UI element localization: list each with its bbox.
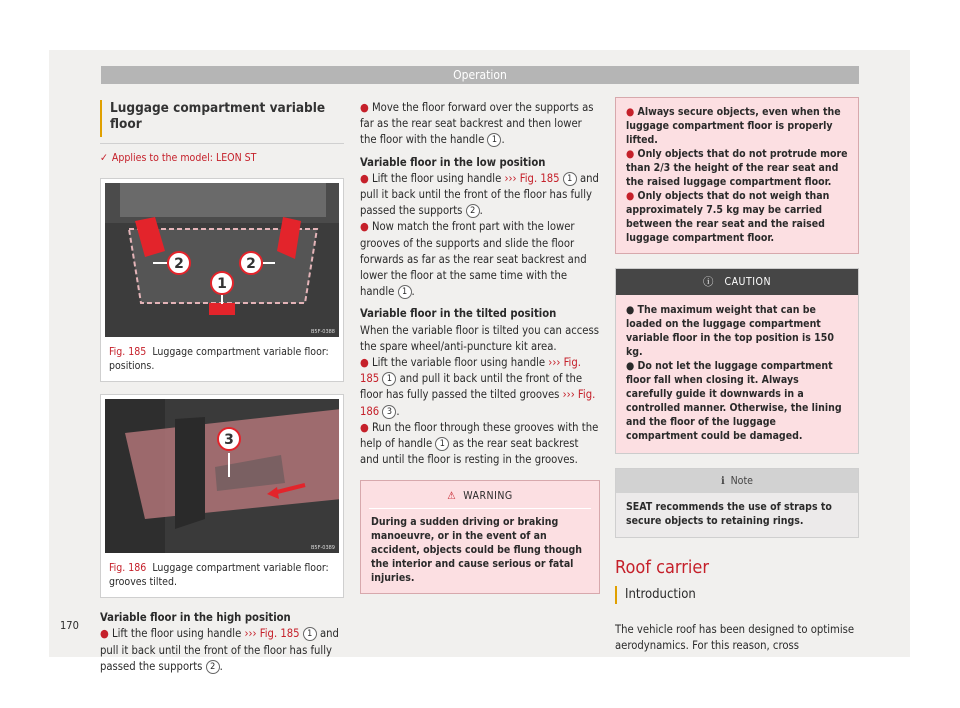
tilt-heading: Variable floor in the tilted position — [360, 307, 557, 321]
callout-ref: 1 — [563, 172, 577, 186]
column-1 — [100, 100, 344, 675]
callout-ref: 1 — [398, 285, 412, 299]
callout-2b: 2 — [246, 256, 256, 273]
callout-ref: 1 — [303, 627, 317, 641]
warning-continuation — [615, 97, 859, 254]
intro-text: The vehicle roof has been designed to optimise aerodynamics. For this reason, cross — [615, 623, 855, 653]
callout-3: 3 — [224, 432, 234, 449]
high-heading: Variable floor in the high position — [100, 611, 291, 625]
info-icon: ℹ — [721, 475, 725, 487]
column-2 — [360, 100, 600, 594]
warning-header: ⚠ WARNING — [369, 481, 591, 509]
step: ● Move the floor forward over the supports as far as the rear seat backrest and then lower the floor with the handle 1 . — [360, 101, 594, 147]
step: ● Now match the front part with the lower grooves of the supports and slide the floor forwards as far as the rear seat backrest and lower the floor at the same time with the handle 1 . — [360, 220, 587, 299]
trunk-illustration — [105, 183, 339, 337]
divider — [100, 143, 344, 144]
list-item: ● Only objects that do not weigh than approximately 7.5 kg may be carried between the rear seat and the raised luggage compartment floor. — [626, 190, 830, 244]
warning-icon: ⚠ — [447, 490, 457, 503]
step: ● Lift the variable floor using handle ››› Fig. 185 1 and pull it back until the front of the floor has fully passed the tilted grooves ››› Fig. 186 3 . — [360, 356, 596, 418]
warning-box — [360, 480, 600, 594]
tilt-text: When the variable floor is tilted you can access the spare wheel/anti-puncture kit area. — [360, 323, 599, 353]
callout-ref: 3 — [382, 405, 396, 419]
applies-note: ✓ Applies to the model: LEON ST — [100, 152, 257, 164]
step: ● Run the floor through these grooves with the help of handle 1 as the rear seat backrest and until the floor is resting in the grooves. — [360, 420, 599, 467]
figure-code: B5F-0388 — [310, 329, 335, 336]
note-box — [615, 468, 859, 538]
callout-ref: 1 — [382, 372, 396, 386]
groove-illustration — [105, 399, 339, 553]
figure-186 — [100, 394, 344, 598]
roof-title: Roof carrier — [615, 557, 710, 578]
callout-2a: 2 — [174, 256, 184, 273]
callout-ref: 2 — [206, 660, 220, 674]
figure-caption: Fig. 186 Luggage compartment variable floor: grooves tilted. — [109, 562, 329, 589]
trunk-photo — [105, 183, 339, 337]
groove-photo — [105, 399, 339, 553]
list-item: ● The maximum weight that can be loaded on the luggage compartment variable floor in the top position is 150 kg. — [626, 304, 834, 358]
section-title: Luggage compartment variable floor — [100, 100, 344, 137]
page-number: 170 — [60, 619, 79, 632]
note-text: SEAT recommends the use of straps to secure objects to retaining rings. — [626, 501, 832, 527]
caution-header: ⓘ CAUTION — [616, 269, 858, 295]
intro-title: Introduction — [615, 586, 859, 604]
warning-text: During a sudden driving or braking manoeuvre, or in the event of an accident, objects could be flung though the interior and cause serious or fatal injuries. — [371, 516, 583, 585]
callout-ref: 2 — [466, 204, 480, 218]
list-item: ● Do not let the luggage compartment floor fall when closing it. Always carefully guide it downwards in a controlled manner. Otherwise, the lining and the floor of the luggage compartment could be damaged. — [626, 360, 842, 442]
callout-ref: 1 — [487, 133, 501, 147]
figure-caption: Fig. 185 Luggage compartment variable floor: positions. — [109, 346, 329, 373]
caution-box — [615, 268, 859, 454]
step: ● Lift the floor using handle ››› Fig. 185 1 and pull it back until the front of the floor has fully passed the supports 2 . — [360, 171, 599, 218]
list-item: ● Only objects that do not protrude more than 2/3 the height of the rear seat and the raised luggage compartment floor. — [626, 148, 848, 188]
callout-1: 1 — [217, 276, 227, 293]
low-heading: Variable floor in the low position — [360, 155, 546, 169]
list-item: ● Always secure objects, even when the luggage compartment floor is properly lifted. — [626, 106, 841, 146]
running-header: Operation — [101, 66, 859, 84]
column-3 — [615, 97, 859, 655]
high-step: ● Lift the floor using handle ››› Fig. 185 1 and pull it back until the front of the floor has fully passed the supports 2 . — [100, 627, 339, 673]
check-icon: ✓ — [100, 152, 108, 164]
figure-185 — [100, 178, 344, 382]
note-header: ℹ Note — [616, 469, 858, 493]
figure-code: B5F-0389 — [310, 545, 335, 552]
caution-icon: ⓘ — [702, 276, 714, 288]
callout-ref: 1 — [435, 437, 449, 451]
